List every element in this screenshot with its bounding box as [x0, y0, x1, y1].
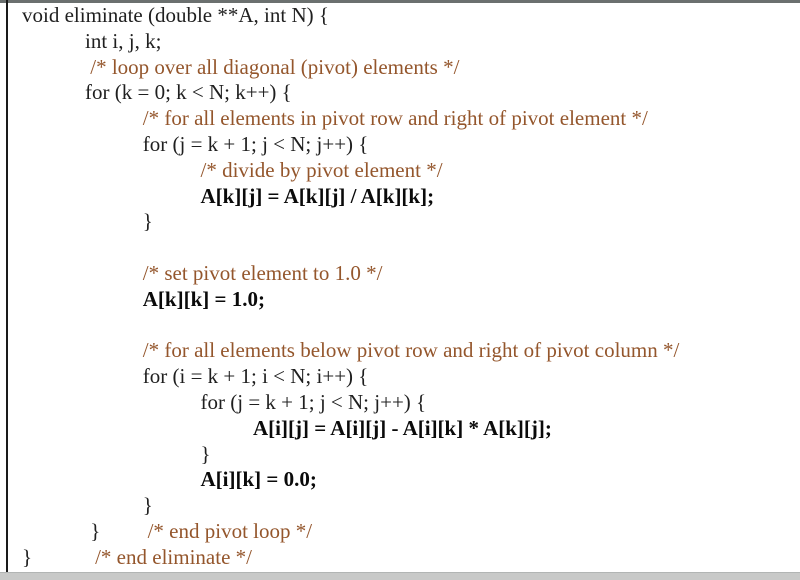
code-line [22, 235, 800, 261]
code-segment: } [90, 518, 101, 543]
code-segment: A[i][k] = 0.0; [200, 467, 317, 492]
code-segment: } [200, 441, 211, 466]
code-line [22, 467, 800, 493]
comment-segment: /* for all elements in pivot row and right of pivot element */ [142, 106, 648, 131]
code-line [22, 3, 800, 29]
code-line [22, 364, 800, 390]
code-line [22, 132, 800, 158]
code-line [22, 287, 800, 313]
left-frame-rule [6, 0, 8, 573]
code-line [22, 261, 800, 287]
code-segment: A[i][j] = A[i][j] - A[i][k] * A[k][j]; [253, 415, 552, 440]
comment-segment: /* for all elements below pivot row and right of pivot column */ [142, 338, 680, 363]
code-segment: for (j = k + 1; j < N; j++) { [200, 389, 427, 414]
code-line [22, 106, 800, 132]
code-segment: } [142, 493, 153, 518]
code-line [22, 493, 800, 519]
code-segment: int i, j, k; [85, 28, 162, 53]
code-segment: for (i = k + 1; i < N; i++) { [142, 364, 369, 389]
code-line [22, 519, 800, 545]
code-line [22, 390, 800, 416]
code-line [22, 416, 800, 442]
comment-segment: /* divide by pivot element */ [200, 157, 443, 182]
code-segment: for (k = 0; k < N; k++) { [85, 80, 292, 105]
code-segment: } [22, 544, 33, 569]
code-segment: for (j = k + 1; j < N; j++) { [142, 131, 369, 156]
code-segment: void eliminate (double **A, int N) { [22, 3, 329, 27]
code-line [22, 184, 800, 210]
comment-segment: /* end eliminate */ [95, 544, 252, 569]
code-line [22, 209, 800, 235]
bottom-window-edge [0, 572, 800, 580]
code-line [22, 55, 800, 81]
code-segment: A[k][j] = A[k][j] / A[k][k]; [200, 183, 435, 208]
comment-segment: /* set pivot element to 1.0 */ [142, 260, 383, 285]
comment-segment: /* end pivot loop */ [147, 518, 313, 543]
code-line [22, 80, 800, 106]
code-line [22, 545, 800, 571]
code-line [22, 442, 800, 468]
code-line [22, 29, 800, 55]
code-listing [22, 3, 800, 571]
code-segment: } [142, 209, 153, 234]
code-line [22, 158, 800, 184]
code-line [22, 313, 800, 339]
comment-segment: /* loop over all diagonal (pivot) elements */ [90, 54, 460, 79]
code-line [22, 338, 800, 364]
code-segment: A[k][k] = 1.0; [142, 286, 265, 311]
